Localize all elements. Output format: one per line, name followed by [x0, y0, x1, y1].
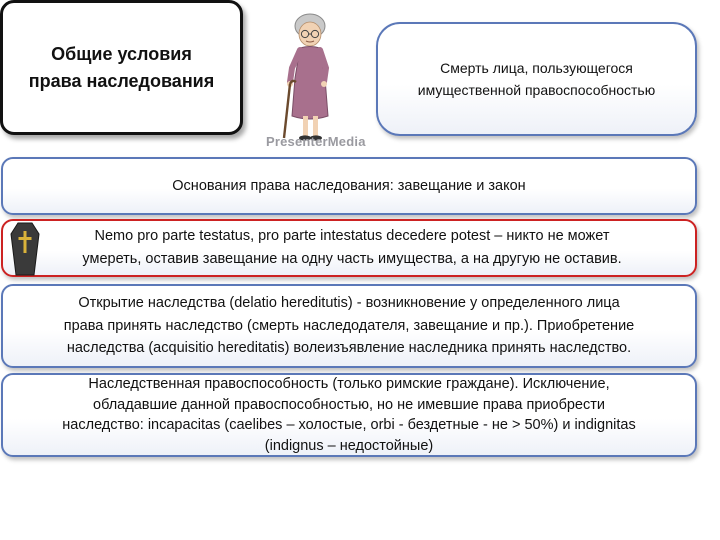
nemo-line-1: Nemo pro parte testatus, pro parte intestatus decedere potest – никто не может — [94, 228, 610, 244]
title-line-1: Общие условия — [51, 43, 192, 64]
inheritance-capacity-box — [1, 373, 697, 457]
coffin-icon — [10, 222, 40, 276]
topic-title-box — [0, 0, 243, 135]
nemo-line-2: умереть, оставив завещание на одну часть имущества, а на другую не оставив. — [82, 251, 622, 267]
elderly-woman-illustration — [270, 12, 350, 146]
capacity-line-4: (indignus – недостойные) — [264, 437, 434, 454]
watermark-brand-a: Presenter — [266, 134, 328, 149]
opening-line-1: Открытие наследства (delatio hereditutis) - возникновение у определенного лица — [78, 295, 620, 312]
capacity-line-2: обладавшие данной правоспособностью, но не имевшие права приобрести — [93, 396, 605, 413]
capacity-line-1: Наследственная правоспособность (только римские граждане). Исключение, — [88, 376, 610, 392]
watermark-brand-b: Media — [327, 134, 366, 149]
death-line-2: имущественной правоспособностью — [417, 82, 656, 98]
death-line-1: Смерть лица, пользующегося — [440, 60, 633, 76]
inheritance-basis-box — [1, 157, 697, 215]
nemo-rule-box — [1, 219, 697, 277]
opening-line-3: наследства (acquisitio hereditatis) волеизъявление наследника принять наследство. — [66, 340, 632, 357]
presentermedia-watermark — [266, 134, 366, 149]
opening-line-2: права принять наследство (смерть наследодателя, завещание и пр.). Приобретение — [63, 317, 635, 334]
capacity-line-3: наследство: incapacitas (caelibes – холостые, orbi - бездетные - не > 50%) и indignitas — [62, 417, 636, 433]
death-condition-box — [376, 22, 697, 136]
inheritance-opening-box — [1, 284, 697, 368]
basis-text: Основания права наследования: завещание и закон — [172, 178, 526, 194]
title-line-2: права наследования — [28, 70, 215, 91]
